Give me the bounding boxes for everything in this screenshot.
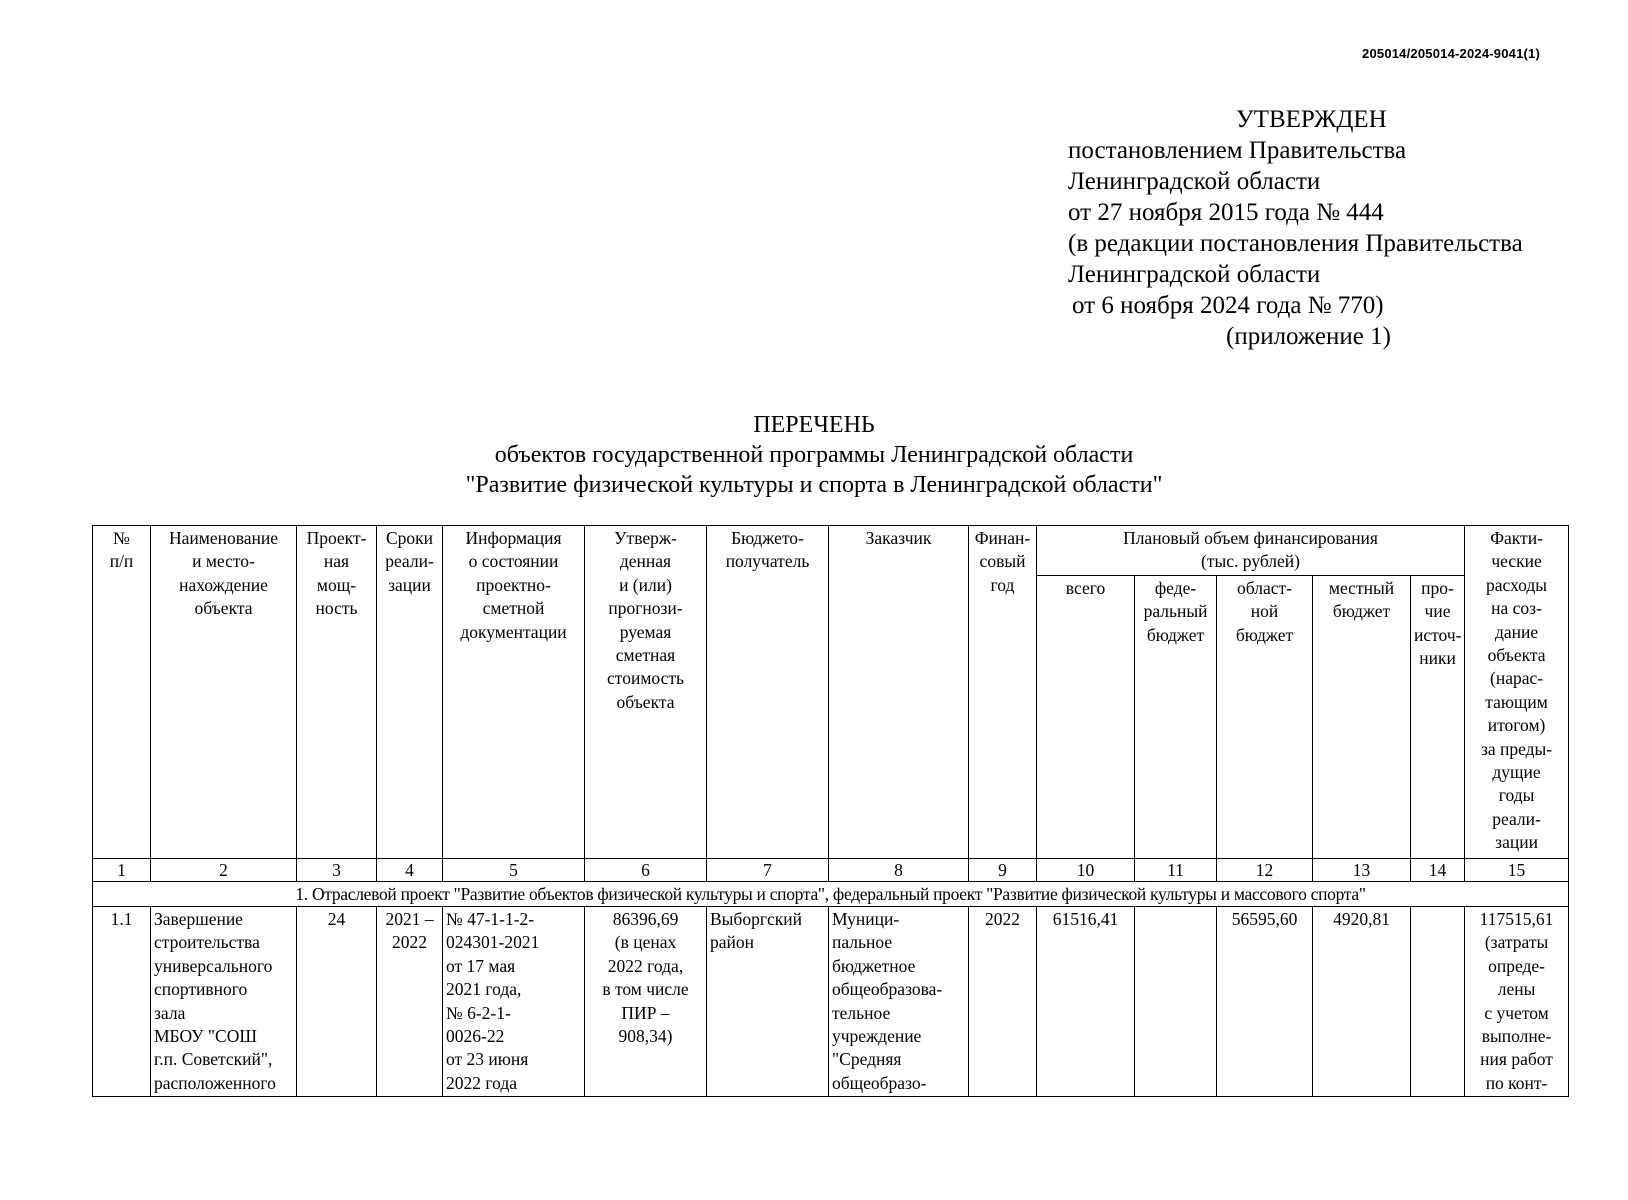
row-local-budget: 4920,81	[1313, 907, 1411, 1097]
header-capacity: Проект- ная мощ- ность	[297, 526, 377, 859]
column-number: 15	[1465, 859, 1569, 882]
header-total: всего	[1037, 575, 1135, 858]
header-other-sources: про- чие источ- ники	[1411, 575, 1465, 858]
title-program-name: "Развитие физической культуры и спорта в Ленинградской области"	[465, 472, 1163, 498]
column-number: 12	[1217, 859, 1313, 882]
row-object-name: Завершение строительства универсального спортивного зала МБОУ "СОШ г.п. Советский", расположенного	[151, 907, 297, 1097]
title-subtitle: объектов государственной программы Ленинградской области	[494, 442, 1134, 468]
approval-line: постановлением Правительства	[1068, 137, 1407, 164]
section-title: 1. Отраслевой проект "Развитие объектов физической культуры и спорта", федеральный проект "Развитие физической культуры и массового спорта"	[93, 882, 1569, 907]
column-number: 1	[93, 859, 151, 882]
row-other-sources	[1411, 907, 1465, 1097]
row-period: 2021 – 2022	[377, 907, 443, 1097]
header-object-name: Наименование и место- нахождение объекта	[151, 526, 297, 859]
column-number: 7	[707, 859, 829, 882]
section-row	[93, 882, 1569, 907]
column-number: 9	[969, 859, 1037, 882]
header-design-docs: Информация о состоянии проектно- сметной документации	[443, 526, 585, 859]
row-federal-budget	[1135, 907, 1217, 1097]
approval-line: от 6 ноября 2024 года № 770)	[1072, 292, 1384, 319]
approval-line: Ленинградской области	[1068, 168, 1321, 195]
approval-heading: УТВЕРЖДЕН	[1236, 106, 1387, 133]
column-number: 4	[377, 859, 443, 882]
column-number: 8	[829, 859, 969, 882]
objects-table	[92, 525, 1569, 1097]
header-federal-budget: феде- ральный бюджет	[1135, 575, 1217, 858]
row-total: 61516,41	[1037, 907, 1135, 1097]
column-number: 5	[443, 859, 585, 882]
approval-line: Ленинградской области	[1068, 261, 1321, 288]
approval-stamp	[1068, 104, 1523, 352]
column-number: 14	[1411, 859, 1465, 882]
column-number: 11	[1135, 859, 1217, 882]
table-header-row	[93, 526, 1569, 576]
approval-line: (в редакции постановления Правительства	[1068, 230, 1523, 257]
header-estimated-cost: Утверж- денная и (или) прогнози- руемая сметная стоимость объекта	[585, 526, 707, 859]
row-number: 1.1	[93, 907, 151, 1097]
approval-appendix: (приложение 1)	[1226, 323, 1391, 350]
header-regional-budget: област- ной бюджет	[1217, 575, 1313, 858]
column-number: 10	[1037, 859, 1135, 882]
column-number: 3	[297, 859, 377, 882]
column-number: 6	[585, 859, 707, 882]
row-regional-budget: 56595,60	[1217, 907, 1313, 1097]
row-fiscal-year: 2022	[969, 907, 1037, 1097]
row-actual-expenses: 117515,61 (затраты опреде- лены с учетом выполне- ния работ по конт-	[1465, 907, 1569, 1097]
document-title	[0, 410, 1628, 500]
header-local-budget: местный бюджет	[1313, 575, 1411, 858]
title-main: ПЕРЕЧЕНЬ	[753, 412, 875, 438]
column-number: 13	[1313, 859, 1411, 882]
approval-line: от 27 ноября 2015 года № 444	[1068, 199, 1384, 226]
header-period: Сроки реали- зации	[377, 526, 443, 859]
row-estimated-cost: 86396,69 (в ценах 2022 года, в том числе ПИР – 908,34)	[585, 907, 707, 1097]
document-id: 205014/205014-2024-9041(1)	[1362, 46, 1540, 61]
column-number-row	[93, 859, 1569, 882]
row-capacity: 24	[297, 907, 377, 1097]
header-planned-financing: Плановый объем финансирования (тыс. рублей)	[1037, 526, 1465, 576]
header-actual-expenses: Факти- ческие расходы на соз- дание объекта (нарас- тающим итогом) за преды- дущие годы реали- зации	[1465, 526, 1569, 859]
row-budget-recipient: Выборгский район	[707, 907, 829, 1097]
row-customer: Муници- пальное бюджетное общеобразова- тельное учреждение "Средняя общеобразо-	[829, 907, 969, 1097]
table-row	[93, 907, 1569, 1097]
column-number: 2	[151, 859, 297, 882]
header-fiscal-year: Финан- совый год	[969, 526, 1037, 859]
row-design-docs: № 47-1-1-2- 024301-2021 от 17 мая 2021 года, № 6-2-1- 0026-22 от 23 июня 2022 года	[443, 907, 585, 1097]
header-customer: Заказчик	[829, 526, 969, 859]
header-number: № п/п	[93, 526, 151, 859]
header-budget-recipient: Бюджето- получатель	[707, 526, 829, 859]
